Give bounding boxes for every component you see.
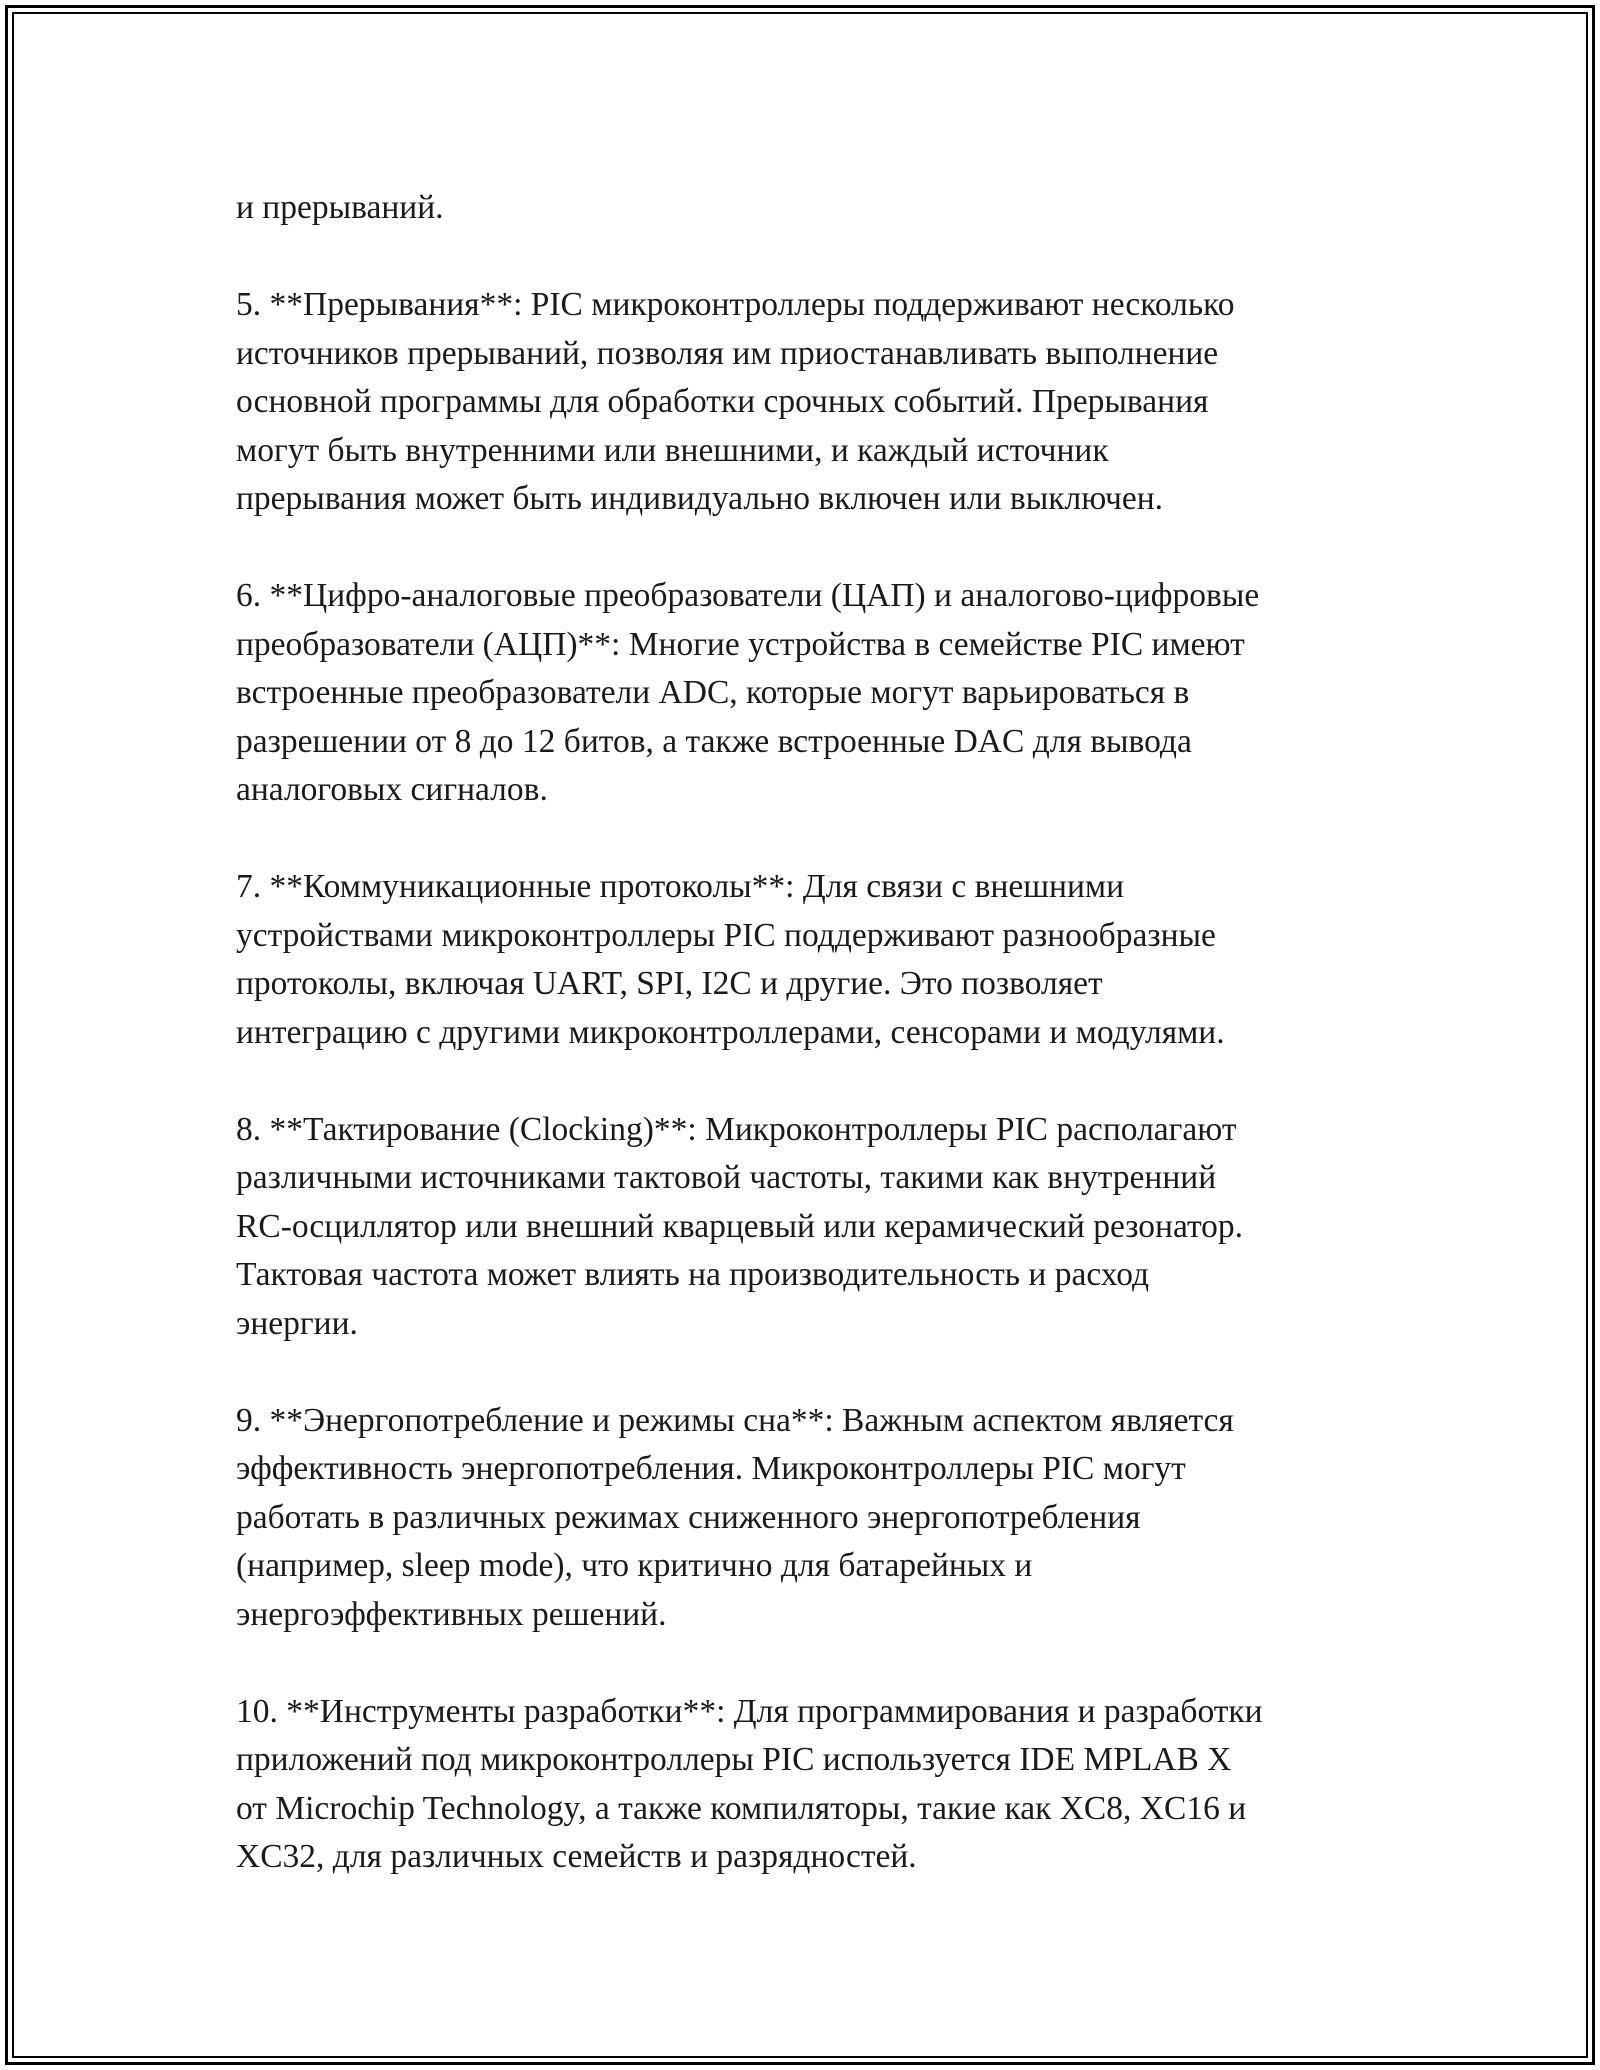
- paragraph-continuation: и прерываний.: [236, 189, 444, 226]
- paragraph-interrupts: 5. **Прерывания**: PIC микроконтроллеры поддерживают несколько источников прерываний, позволяя им приостанавливать выполнение основной программы для обработки срочных событий. Прерывания могут быть внутренними или внешними, и каждый источник прерывания может быть индивидуально включен или выключен.: [236, 286, 1235, 517]
- paragraph-power-sleep: 9. **Энергопотребление и режимы сна**: Важным аспектом является эффективность энергопотребления. Микроконтроллеры PIC могут работать в различных режимах сниженного энергопотребления (например, sleep mode), что критично для батарейных и энергоэффективных решений.: [236, 1401, 1234, 1633]
- paragraph-dac-adc: 6. **Цифро-аналоговые преобразователи (ЦАП) и аналогово-цифровые преобразователи (АЦП)**: Многие устройства в семействе PIC имеют встроенные преобразователи ADC, которые могут варьироваться в разрешении от 8 до 12 битов, а также встроенные DAC для вывода аналоговых сигналов.: [236, 577, 1260, 808]
- paragraph-dev-tools: 10. **Инструменты разработки**: Для программирования и разработки приложений под микроконтроллеры PIC используется IDE MPLAB X от Microchip Technology, а также компиляторы, такие как XC8, XC16 и XC32, для различных семейств и разрядностей.: [236, 1692, 1263, 1875]
- document-body: [236, 184, 1386, 1930]
- paragraph-clocking: 8. **Тактирование (Clocking)**: Микроконтроллеры PIC располагают различными источниками тактовой частоты, такими как внутренний RC-осциллятор или внешний кварцевый или керамический резонатор. Тактовая частота может влиять на производительность и расход энергии.: [236, 1110, 1244, 1342]
- paragraph-communication-protocols: 7. **Коммуникационные протоколы**: Для связи с внешними устройствами микроконтроллеры PIC поддерживают разнообразные протоколы, включая UART, SPI, I2C и другие. Это позволяет интеграцию с другими микроконтроллерами, сенсорами и модулями.: [236, 868, 1225, 1051]
